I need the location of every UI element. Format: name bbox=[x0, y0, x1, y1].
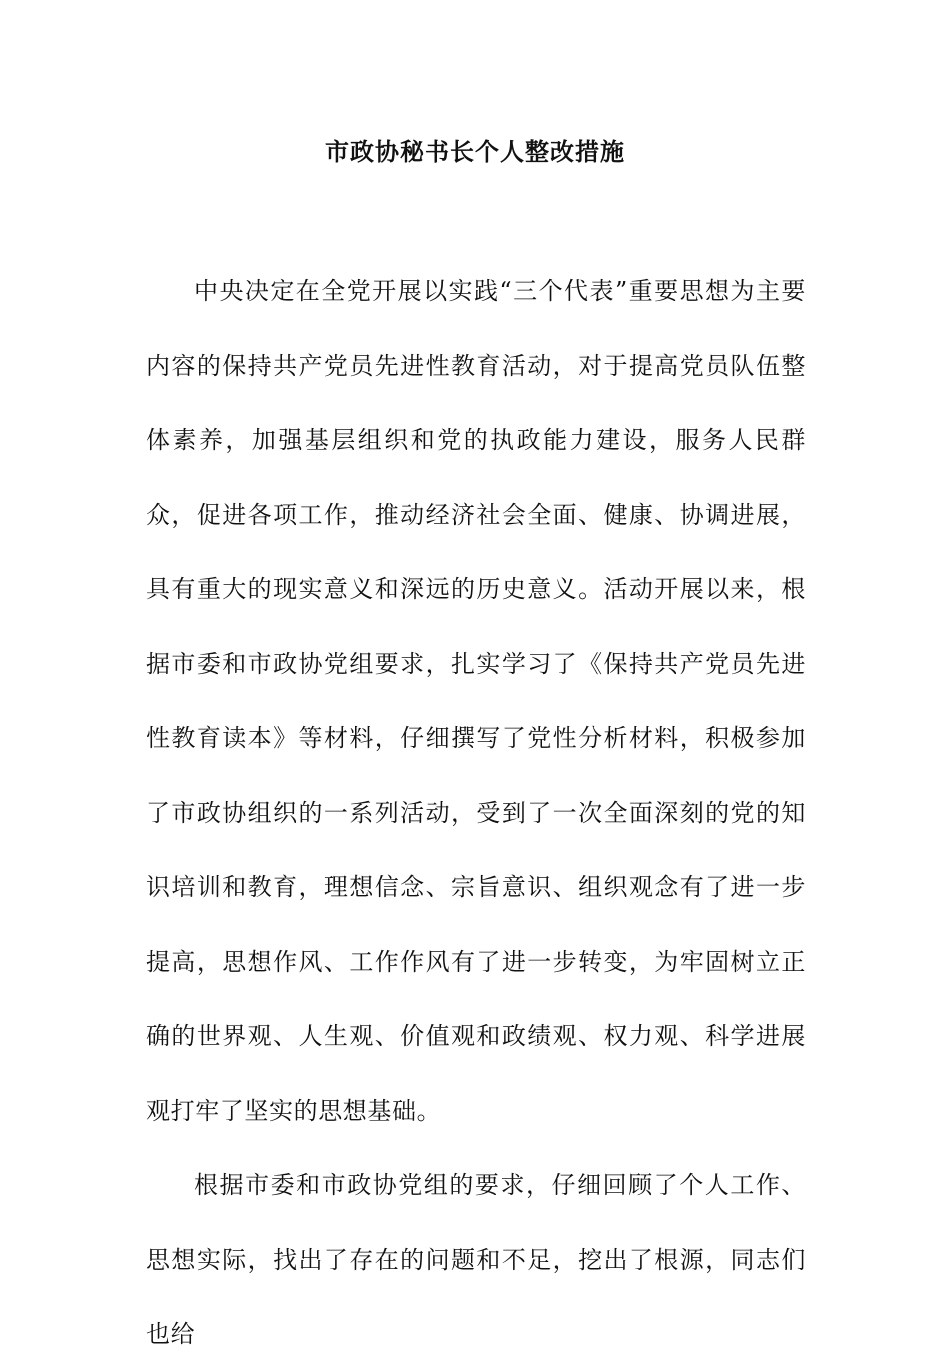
paragraph-2: 根据市委和市政协党组的要求，仔细回顾了个人工作、思想实际，找出了存在的问题和不足，挖出了根源，同志们也给 bbox=[146, 1171, 806, 1348]
document-body bbox=[146, 254, 806, 1372]
document-title: 市政协秘书长个人整改措施 bbox=[325, 137, 625, 166]
paragraph-1: 中央决定在全党开展以实践“三个代表”重要思想为主要内容的保持共产党员先进性教育活动，对于提高党员队伍整体素养，加强基层组织和党的执政能力建设，服务人民群众，促进各项工作，推动经济社会全面、健康、协调进展，具有重大的现实意义和深远的历史意义。活动开展以来，根据市委和市政协党组要求，扎实学习了《保持共产党员先进性教育读本》等材料，仔细撰写了党性分析材料，积极参加了市政协组织的一系列活动，受到了一次全面深刻的党的知识培训和教育，理想信念、宗旨意识、组织观念有了进一步提高，思想作风、工作作风有了进一步转变，为牢固树立正确的世界观、人生观、价值观和政绩观、权力观、科学进展观打牢了坚实的思想基础。 bbox=[146, 277, 806, 1125]
